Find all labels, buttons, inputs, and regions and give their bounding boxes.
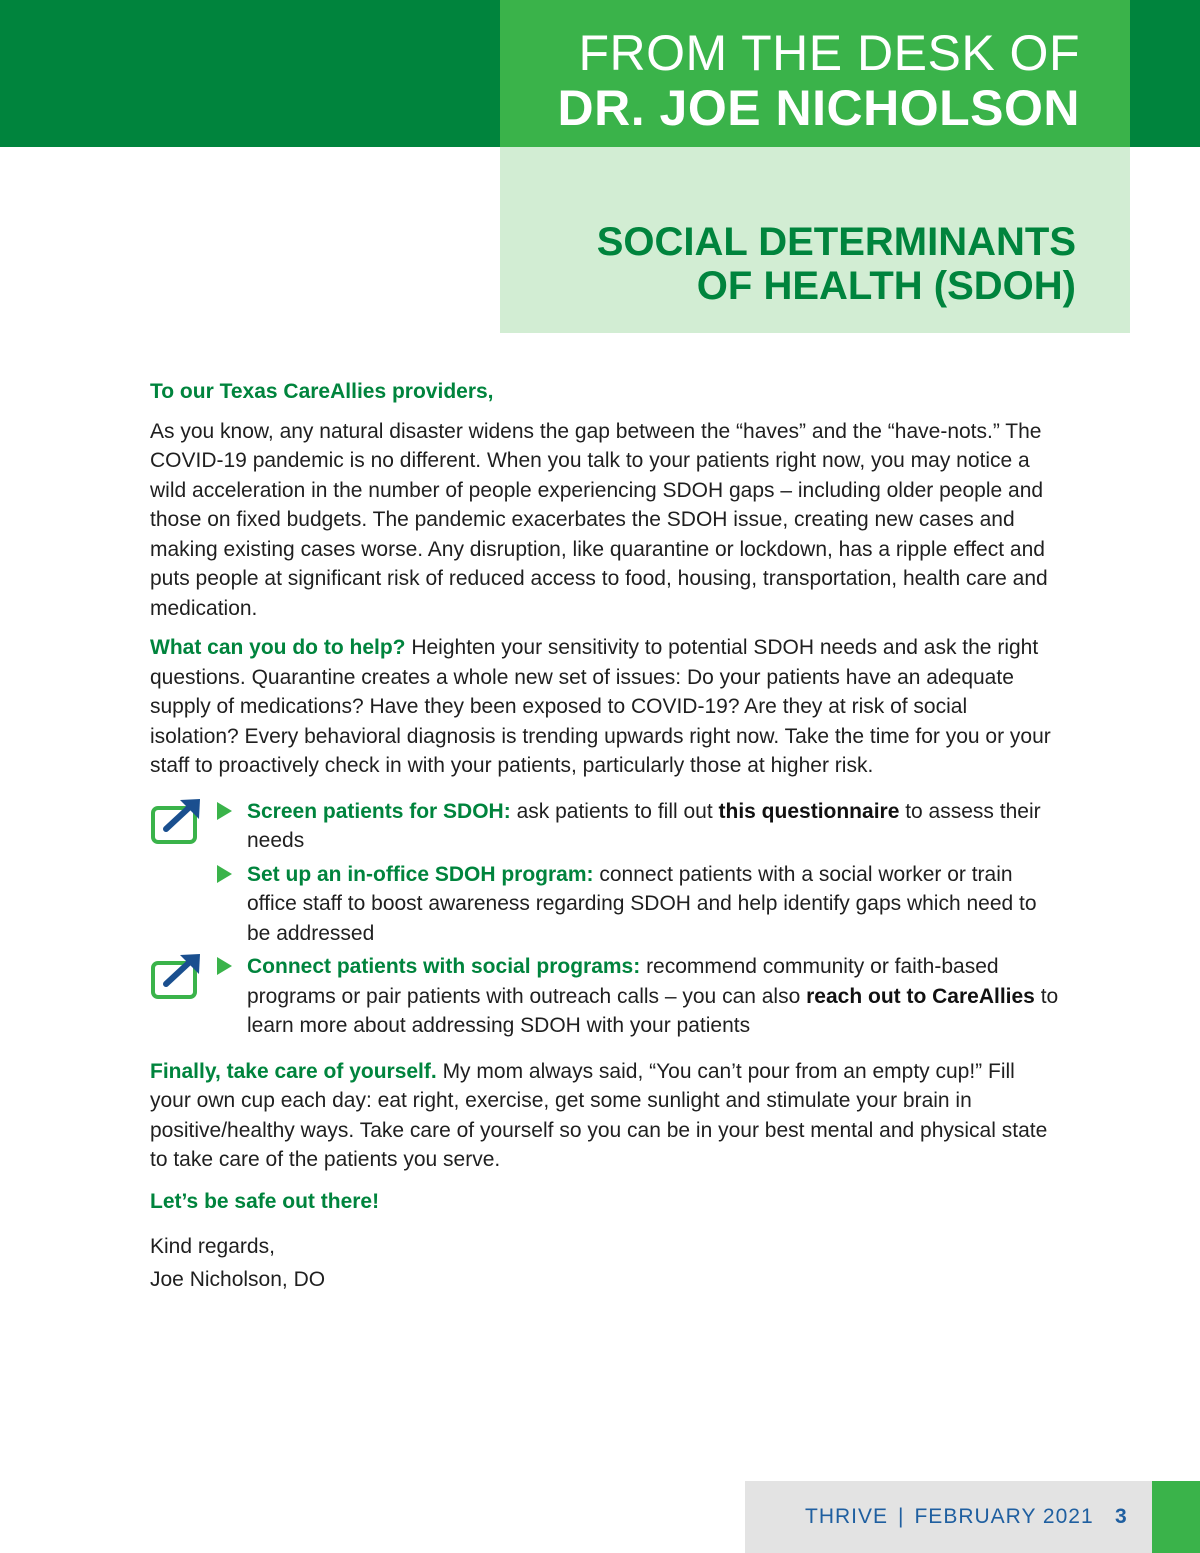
salutation: To our Texas CareAllies providers, bbox=[150, 380, 494, 403]
finally-body: My mom always said, “You can’t pour from an empty cup!” Fill your own cup each day: eat right, exercise, get some sunlight and stimulate your brain in positive/healthy ways. Take care of yourself so you can be in your best mental and physical state to take care of the patients you serve. bbox=[150, 1059, 1048, 1171]
list-item bbox=[150, 797, 1060, 856]
reach-out-link[interactable]: reach out to CareAllies bbox=[806, 984, 1035, 1008]
external-link-icon[interactable] bbox=[150, 799, 200, 845]
footer-separator: | bbox=[898, 1505, 905, 1528]
finally-lead: Finally, take care of yourself. bbox=[150, 1059, 437, 1083]
bullet-text-after: to assess their needs bbox=[247, 799, 1041, 852]
footer-publication bbox=[805, 1505, 1094, 1529]
bullet-lead: Set up an in-office SDOH program: bbox=[247, 862, 594, 886]
page-number: 3 bbox=[1115, 1505, 1127, 1528]
closing-line: Let’s be safe out there! bbox=[150, 1189, 380, 1213]
header-kicker: FROM THE DESK OF bbox=[578, 25, 1080, 81]
letter-body bbox=[150, 377, 1060, 1296]
bullet-lead: Connect patients with social programs: bbox=[247, 955, 641, 978]
signature: Joe Nicholson, DO bbox=[150, 1268, 326, 1291]
bullet-lead: Screen patients for SDOH: bbox=[247, 799, 511, 823]
questionnaire-link[interactable]: this questionnaire bbox=[718, 799, 900, 823]
bullet-text: ask patients to fill out bbox=[510, 799, 719, 823]
list-item bbox=[150, 952, 1060, 1041]
publication-name: THRIVE bbox=[805, 1505, 889, 1528]
footer-accent bbox=[1152, 1481, 1200, 1553]
signoff: Kind regards, bbox=[150, 1235, 275, 1258]
external-link-icon[interactable] bbox=[150, 954, 200, 1000]
bullet-arrow-icon bbox=[217, 957, 232, 975]
bullet-text: connect patients with a social worker or train office staff to boost awareness regarding SDOH and help identify gaps which need to be addressed bbox=[247, 862, 1037, 945]
bullet-text: recommend community or faith-based programs or pair patients with outreach calls – you can also bbox=[247, 955, 999, 1008]
help-lead: What can you do to help? bbox=[150, 636, 406, 659]
finally-paragraph bbox=[150, 1057, 1060, 1175]
intro-paragraph: As you know, any natural disaster widens the gap between the “haves” and the “have-nots.” The COVID-19 pandemic is no different. When you talk to your patients right now, you may notice a wild acceleration in the number of people experiencing SDOH gaps – including older people and those on fixed budgets. The pandemic exacerbates the SDOH issue, creating new cases and making existing cases worse. Any disruption, like quarantine or lockdown, has a ripple effect and puts people at significant risk of reduced access to food, housing, transportation, health care and medication. bbox=[150, 419, 1048, 620]
help-paragraph bbox=[150, 633, 1060, 781]
list-item bbox=[150, 860, 1060, 949]
action-list bbox=[150, 797, 1060, 1041]
help-body: Heighten your sensitivity to potential SDOH needs and ask the right questions. Quarantine creates a whole new set of issues: Do your patients have an adequate supply of medications? Have they been exposed to COVID-19? Are they at risk of social isolation? Every behavioral diagnosis is trending upwards right now. Take the time for you or your staff to proactively check in with your patients, particularly those at higher risk. bbox=[150, 636, 1051, 777]
bullet-text-after: to learn more about addressing SDOH with your patients bbox=[247, 984, 1059, 1037]
article-title: SOCIAL DETERMINANTS OF HEALTH (SDOH) bbox=[596, 220, 1076, 308]
issue-date: FEBRUARY 2021 bbox=[914, 1505, 1094, 1528]
header-author: DR. JOE NICHOLSON bbox=[557, 80, 1080, 136]
bullet-arrow-icon bbox=[217, 865, 232, 883]
bullet-arrow-icon bbox=[217, 802, 232, 820]
